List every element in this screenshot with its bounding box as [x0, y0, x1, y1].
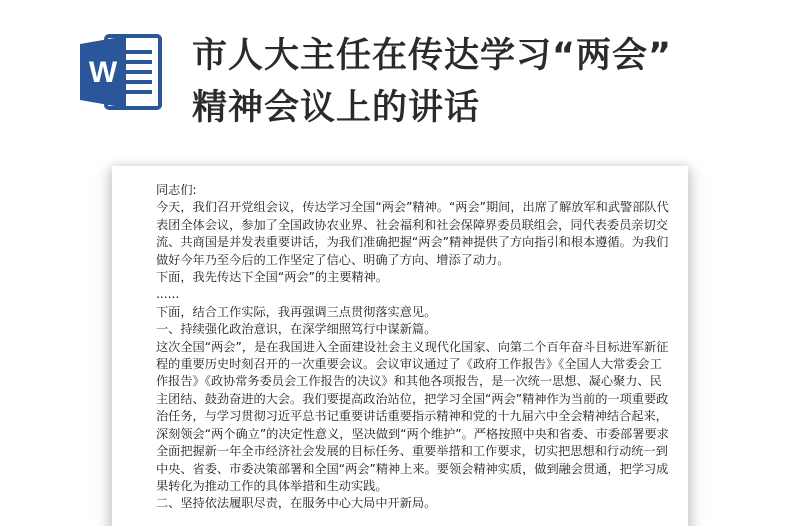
document-line: 这次全国“两会”，是在我国进入全面建设社会主义现代化国家、向第二个百年奋斗目标进军新征	[156, 339, 669, 354]
document-line: 程的重要历史时刻召开的一次重要会议。会议审议通过了《政府工作报告》《全国人大常委会工	[156, 357, 662, 372]
document-page	[112, 166, 688, 526]
document-body	[156, 182, 669, 513]
document-line: 二、坚持依法履职尽责，在服务中心大局中开新局。	[156, 496, 437, 511]
document-line: 今天，我们召开党组会议，传达学习全国“两会”精神。“两会”期间，出席了解放军和武警部队代	[156, 200, 669, 215]
title-line-2: 精神会议上的讲话	[192, 88, 481, 128]
document-line: 果转化为推动工作的具体举措和生动实践。	[156, 478, 388, 493]
document-line: ......	[156, 287, 180, 302]
title-line-1: 市人大主任在传达学习“两会”	[192, 36, 673, 76]
document-line: 作报告》《政协常务委员会工作报告的决议》和其他各项报告，是一次统一思想、凝心聚力、民	[156, 374, 662, 389]
document-line: 治任务，与学习贯彻习近平总书记重要讲话重要指示精神和党的十九届六中全会精神结合起来，	[156, 409, 668, 424]
document-line: 深刻领会“两个确立”的决定性意义，坚决做到“两个维护”。严格按照中央和省委、市委部署要求	[156, 426, 669, 441]
header	[0, 0, 800, 160]
document-line: 下面，我先传达下全国“两会”的主要精神。	[156, 270, 389, 285]
page-title	[192, 30, 772, 134]
document-line: 一、持续强化政治意识，在深学细照笃行中谋新篇。	[156, 322, 437, 337]
document-line: 主团结、鼓劲奋进的大会。我们要提高政治站位，把学习全国“两会”精神作为当前的一项重要政	[156, 391, 669, 406]
document-line: 做好今年乃至今后的工作坚定了信心、明确了方向、增添了动力。	[156, 252, 510, 267]
word-document-icon	[78, 32, 164, 112]
word-icon-letter: W	[88, 56, 118, 89]
document-line: 同志们:	[156, 183, 197, 197]
document-line: 下面，结合工作实际，我再强调三点贯彻落实意见。	[156, 304, 437, 319]
document-line: 中央、省委、市委决策部署和全国“两会”精神上来。要领会精神实质，做到融会贯通，把学习成	[156, 461, 669, 476]
document-line: 全面把握新一年全市经济社会发展的目标任务、重要举措和工作要求，切实把思想和行动统一到	[156, 444, 668, 459]
document-line: 流、共商国是并发表重要讲话，为我们准确把握“两会”精神提供了方向指引和根本遵循。为我们	[156, 235, 669, 250]
document-line: 表团全体会议，参加了全国政协农业界、社会福利和社会保障界委员联组会，同代表委员亲切交	[156, 217, 668, 232]
